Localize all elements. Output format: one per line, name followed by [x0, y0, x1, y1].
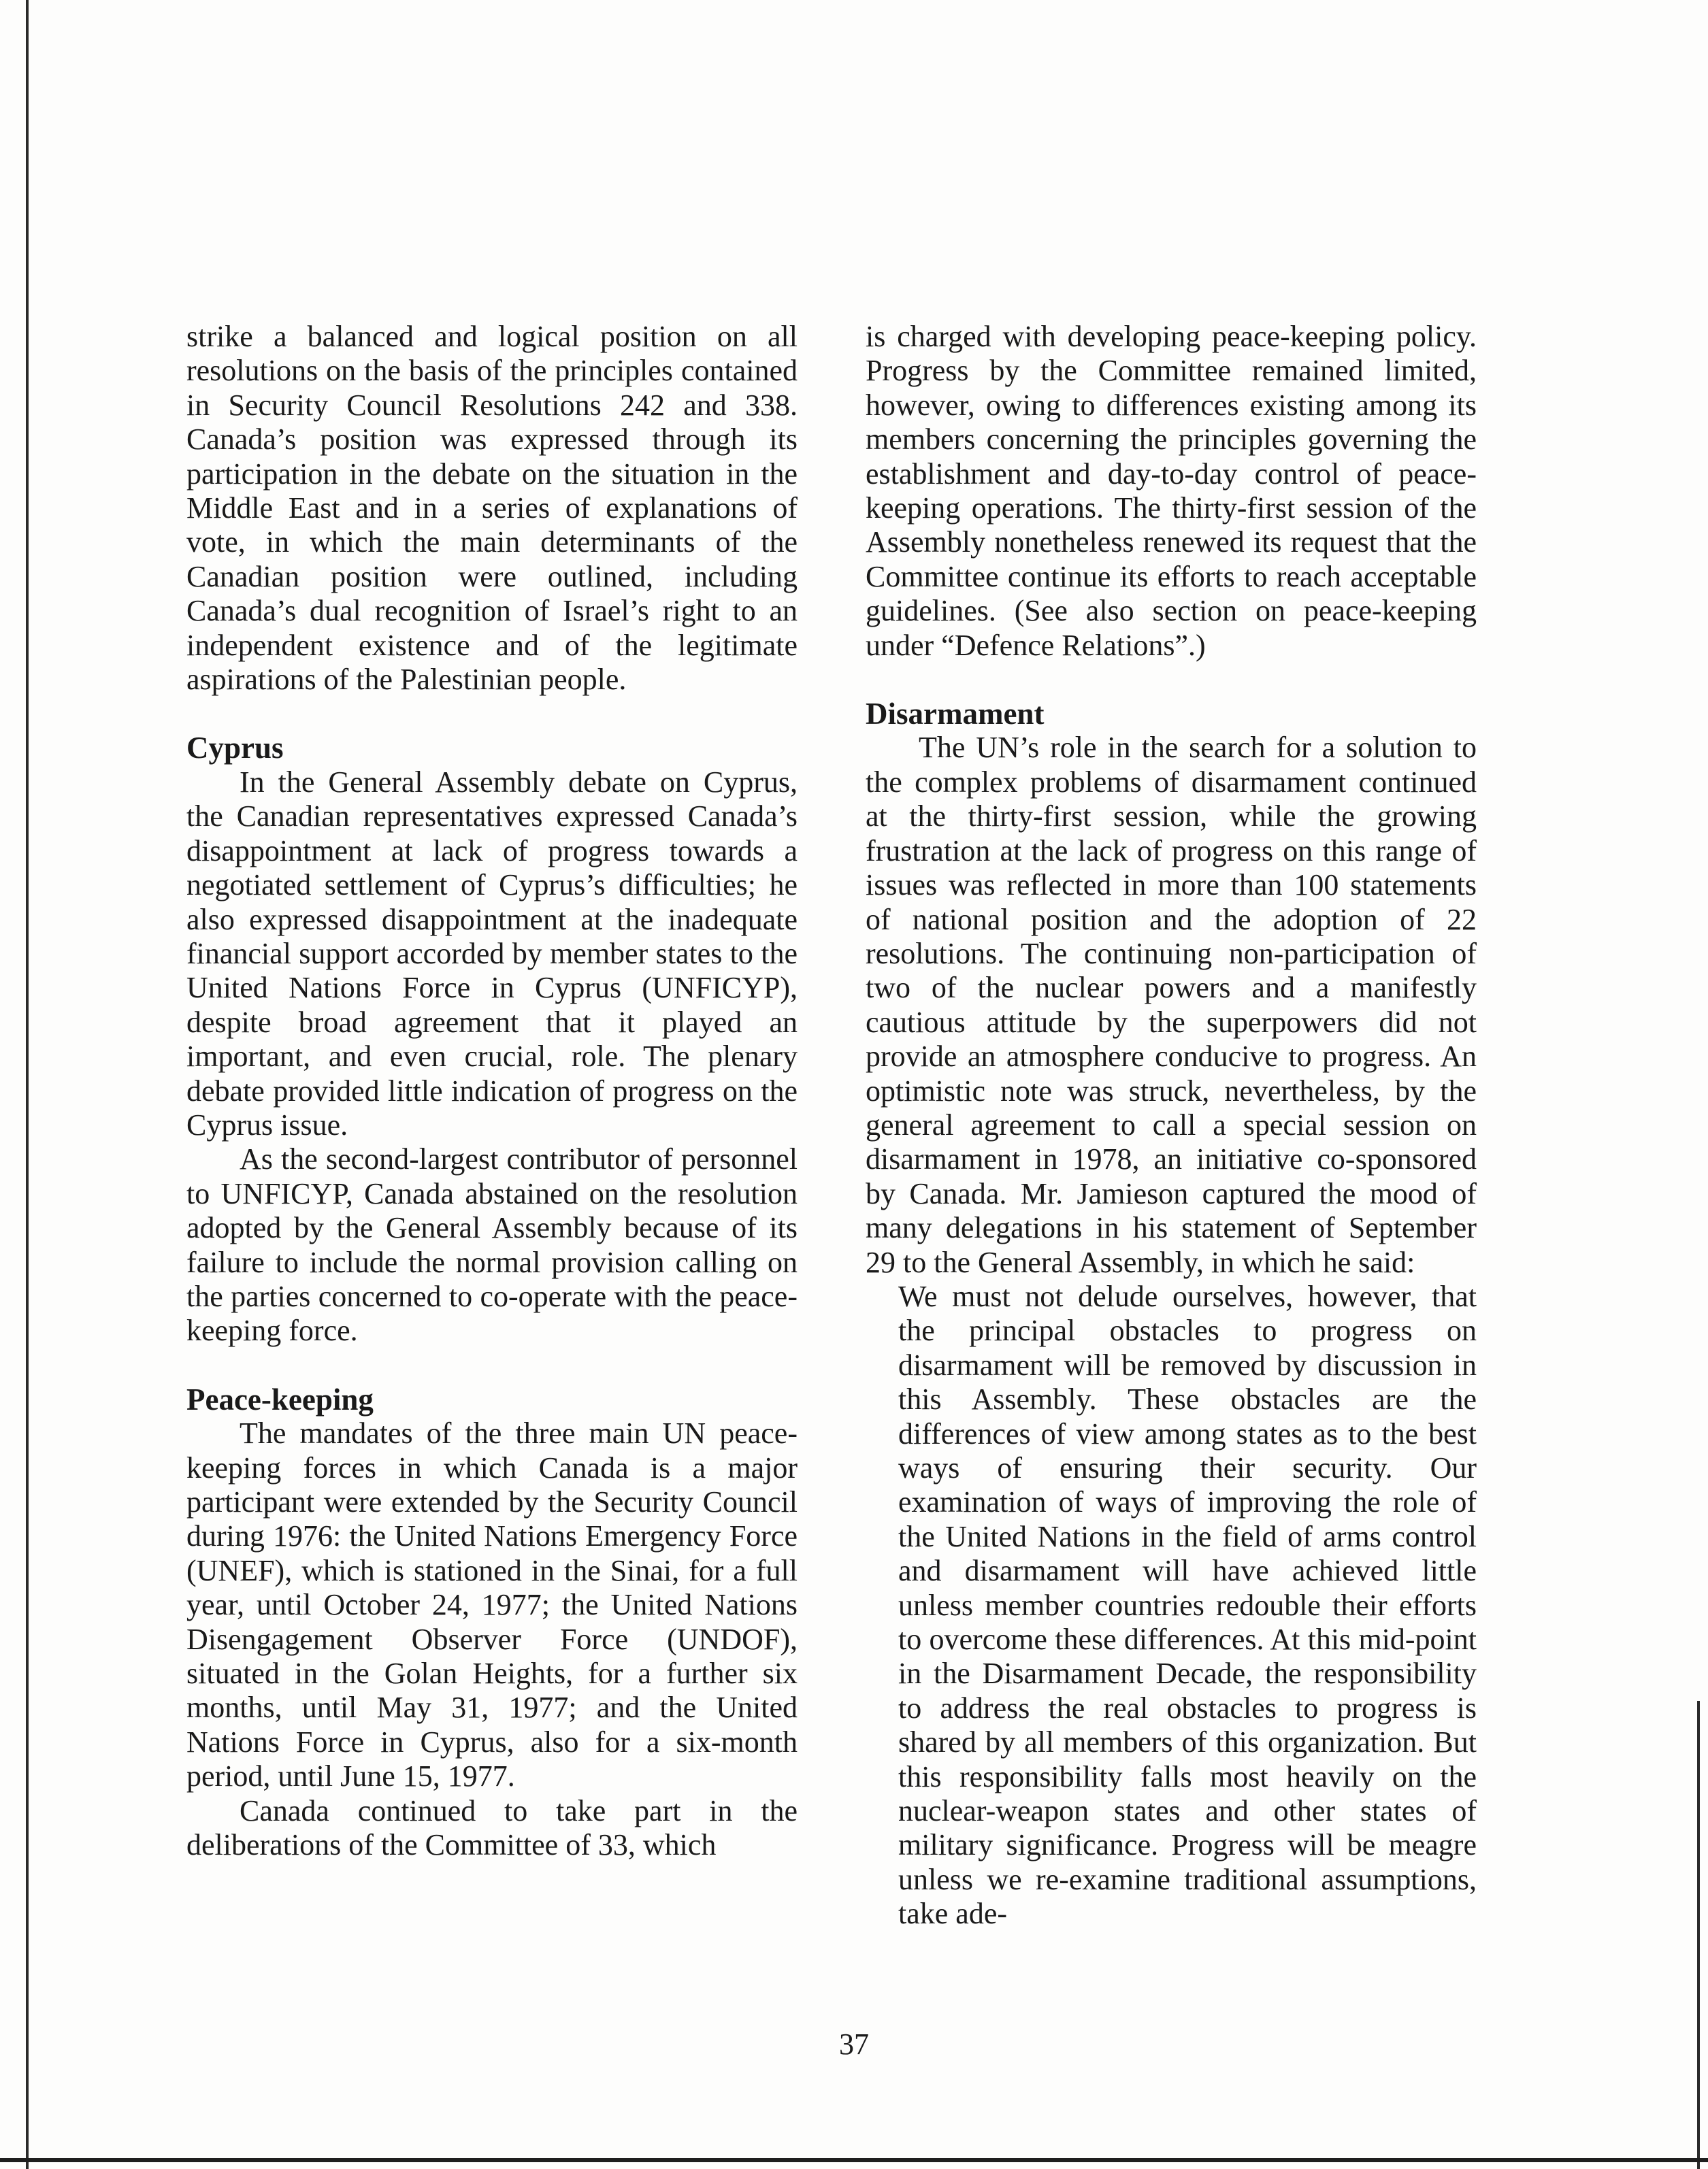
scan-edge-left — [26, 0, 29, 2169]
spacer — [186, 697, 798, 731]
disarmament-heading: Disarmament — [866, 697, 1045, 731]
right-column — [866, 320, 1477, 1932]
scan-edge-bottom — [0, 2158, 1708, 2162]
page-number: 37 — [839, 2027, 869, 2061]
scan-edge-right — [1697, 1701, 1700, 2169]
cyprus-heading: Cyprus — [186, 731, 284, 765]
disarmament-paragraph: The UN’s role in the search for a solution to the complex problems of disarmament continued at the thirty-first session, while the growing frustration at the lack of progress on this range of issues was reflected in more than 100 statements of national position and the adoption of 22 resolutions. The continuing non-participation of two of the nuclear powers and a manifestly cautious attitude by the superpowers did not provide an atmosphere conducive to progress. An optimistic note was struck, nevertheless, by the general agreement to call a special session on disarmament in 1978, an initiative co-sponsored by Canada. Mr. Jamieson captured the mood of many delegations in his statement of September 29 to the General Assembly, in which he said: — [866, 731, 1477, 1279]
spacer — [866, 663, 1477, 697]
cyprus-paragraph-1: In the General Assembly debate on Cyprus, the Canadian representatives expressed Canada’s disappointment at lack of progress towards a negotiated settlement of Cyprus’s difficulties; he also expressed disappointment at the inadequate financial support accorded by member states to the United Nations Force in Cyprus (UNFICYP), despite broad agreement that it played an important, and even crucial, role. The plenary debate provided little indication of progress on the Cyprus issue. — [186, 765, 798, 1142]
peacekeeping-paragraph-1: The mandates of the three main UN peace-keeping forces in which Canada is a major participant were extended by the Security Council during 1976: the United Nations Emergency Force (UNEF), which is stationed in the Sinai, for a full year, until October 24, 1977; the United Nations Disengagement Observer Force (UNDOF), situated in the Golan Heights, for a further six months, until May 31, 1977; and the United Nations Force in Cyprus, also for a six-month period, until June 15, 1977. — [186, 1417, 798, 1793]
continuation-paragraph: is charged with developing peace-keeping policy. Progress by the Committee remained limited, however, owing to differences existing among its members concerning the principles governing the establishment and day-to-day control of peace-keeping operations. The thirty-first session of the Assembly nonetheless renewed its request that the Committee continue its efforts to reach acceptable guidelines. (See also section on peace-keeping under “Defence Relations”.) — [866, 320, 1477, 662]
jamieson-quotation: We must not delude ourselves, however, that the principal obstacles to progress on disarmament will be removed by discussion in this Assembly. These obstacles are the differences of view among states as to the best ways of ensuring their security. Our examination of ways of improving the role of the United Nations in the field of arms control and disarmament will have achieved little unless member countries redouble their efforts to overcome these differences. At this mid-point in the Disarmament Decade, the responsibility to address the real obstacles to progress is shared by all members of this organization. But this responsibility falls most heavily on the nuclear-weapon states and other states of military significance. Progress will be meagre unless we re-examine traditional assumptions, take ade- — [898, 1279, 1477, 1931]
left-column — [186, 320, 798, 1862]
cyprus-paragraph-2: As the second-largest contributor of personnel to UNFICYP, Canada abstained on the resolution adopted by the General Assembly because of its failure to include the normal provision calling on the parties concerned to co-operate with the peace-keeping force. — [186, 1142, 798, 1348]
spacer — [186, 1348, 798, 1382]
peacekeeping-heading: Peace-keeping — [186, 1382, 374, 1417]
intro-paragraph: strike a balanced and logical position on all resolutions on the basis of the principles contained in Security Council Resolutions 242 and 338. Canada’s position was expressed through its participation in the debate on the situation in the Middle East and in a series of explanations of vote, in which the main determinants of the Canadian position were outlined, including Canada’s dual recognition of Israel’s right to an independent existence and of the legitimate aspirations of the Palestinian people. — [186, 320, 798, 697]
peacekeeping-paragraph-2: Canada continued to take part in the deliberations of the Committee of 33, which — [186, 1793, 798, 1862]
